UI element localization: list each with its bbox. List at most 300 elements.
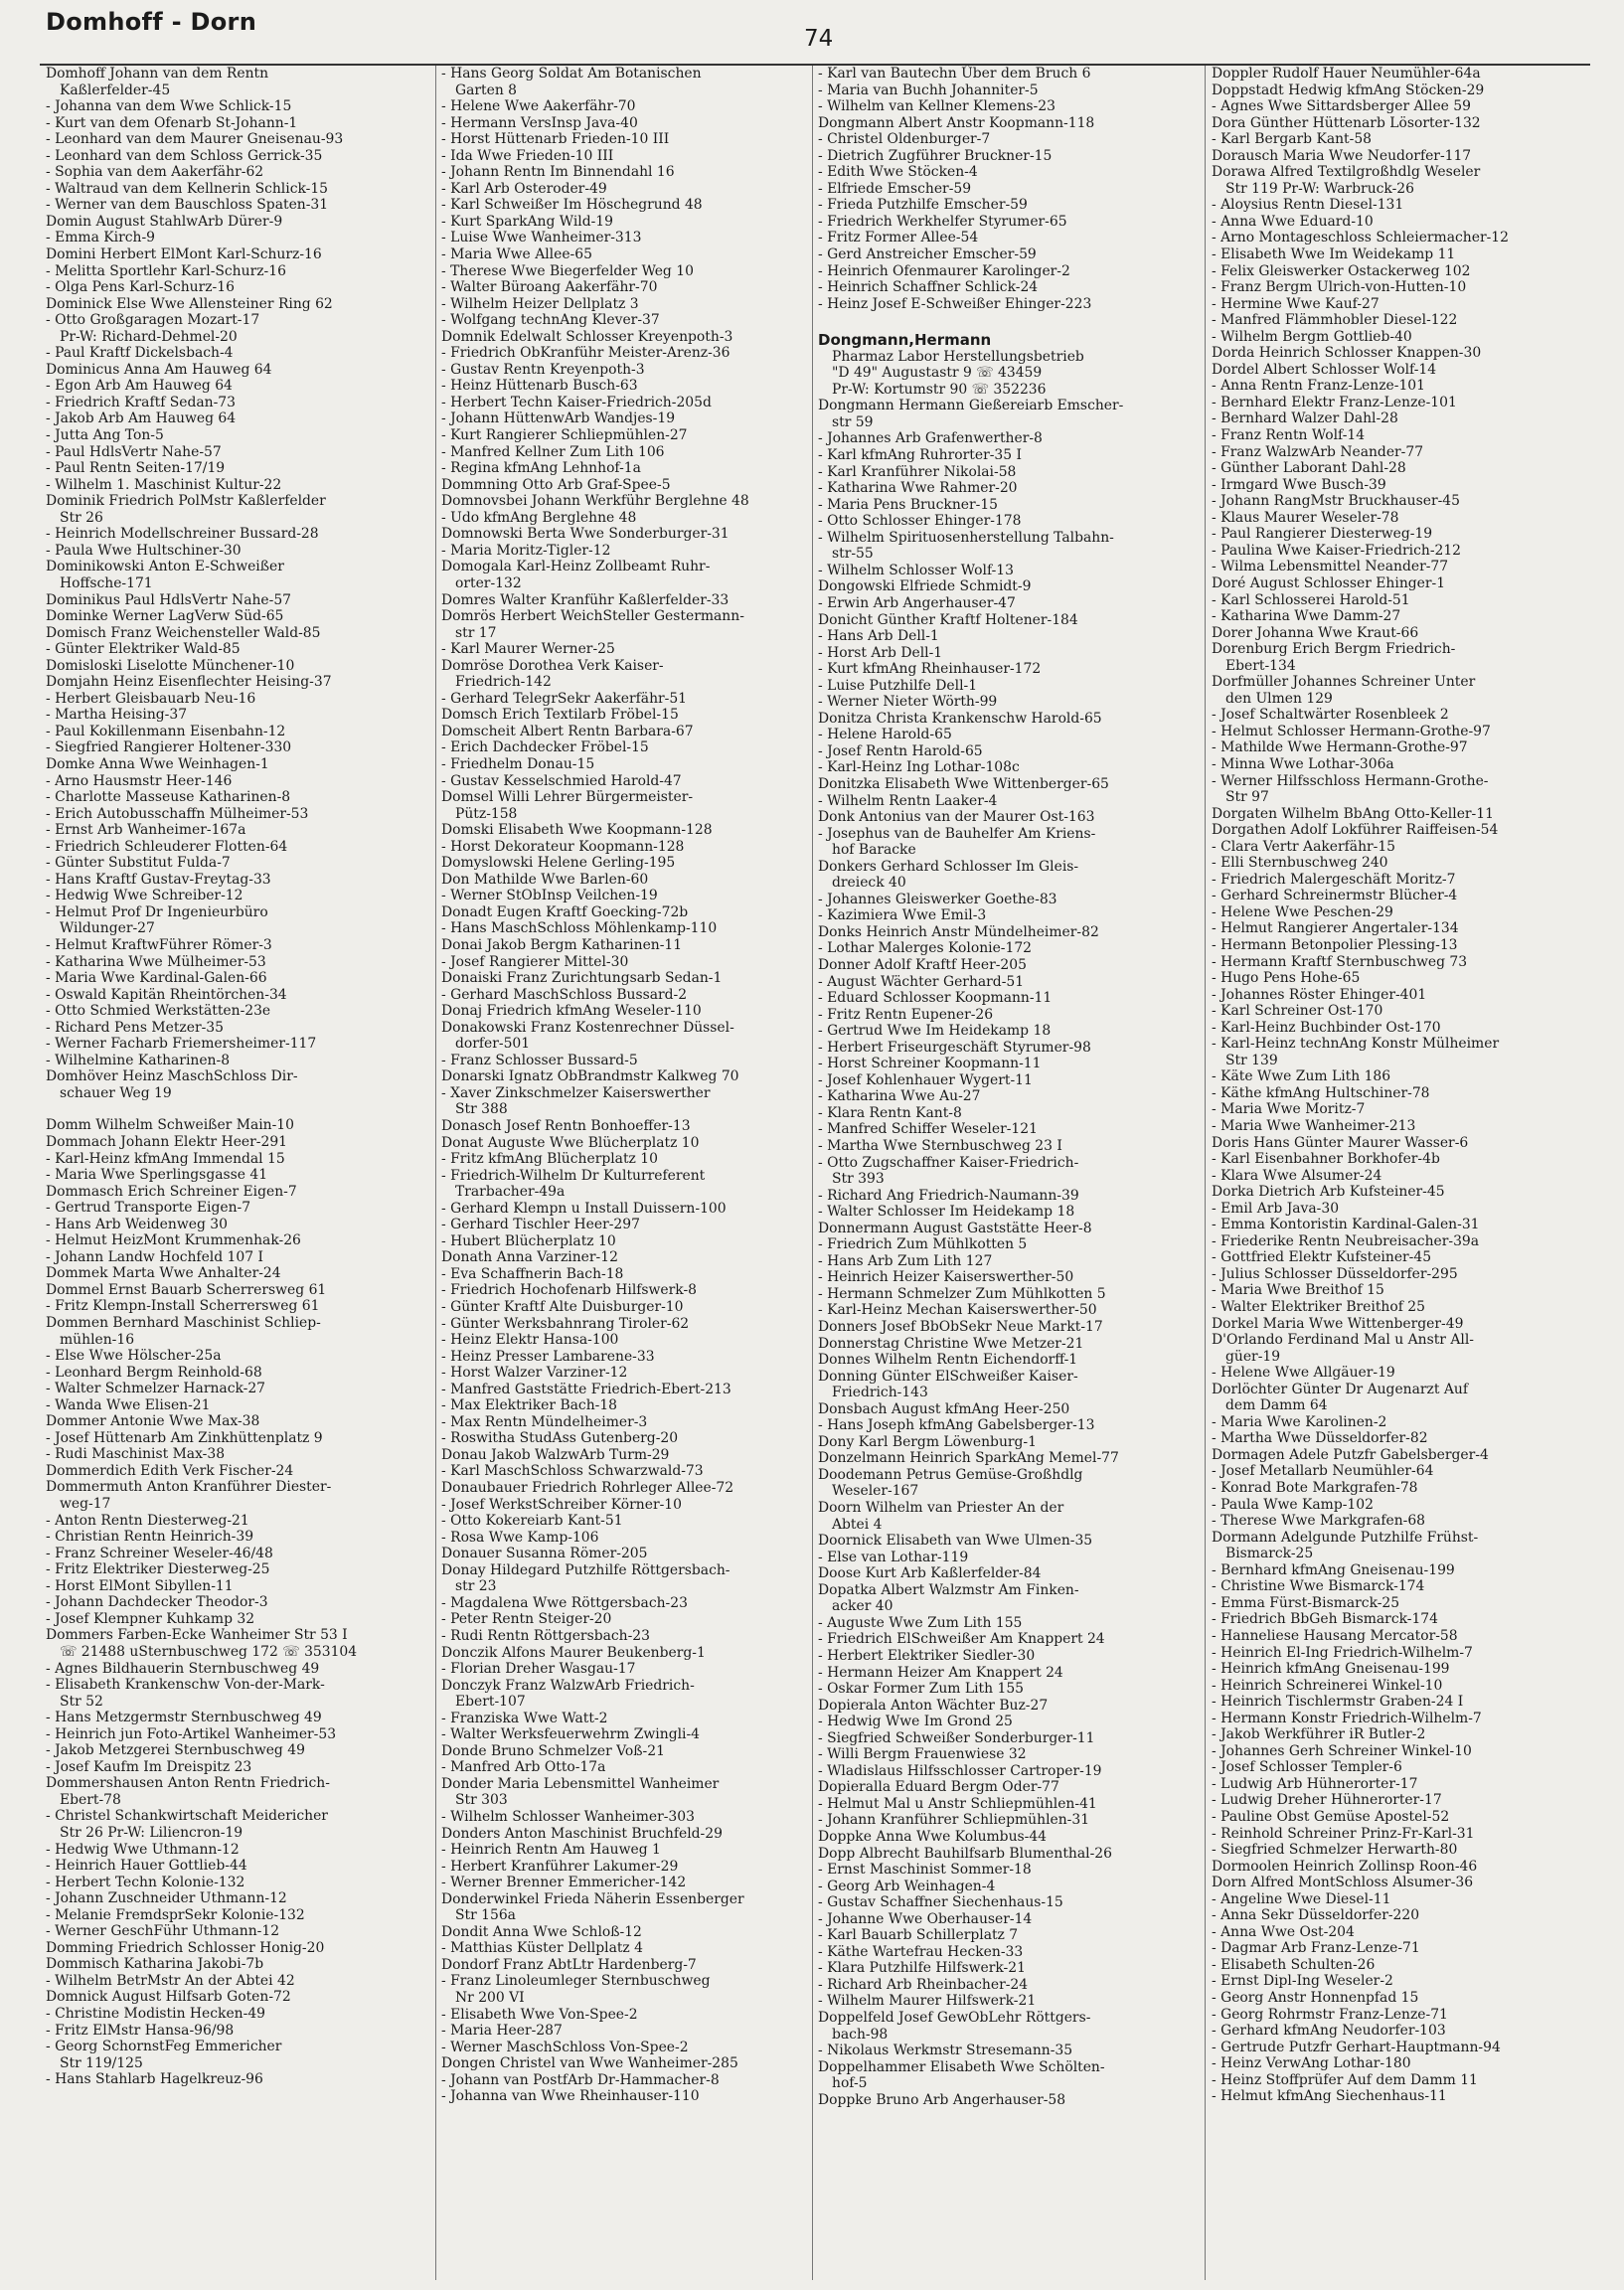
entry-continuation: Wildunger-27 <box>60 920 155 937</box>
entry-continuation: Friedrich-142 <box>455 674 552 691</box>
directory-entry: - Karl kfmAng Ruhrorter-35 I <box>818 447 1022 464</box>
directory-entry: Dommermuth Anton Kranführer Diester- <box>46 1479 332 1496</box>
directory-entry: - Gerhard TelegrSekr Aakerfähr-51 <box>441 690 688 707</box>
directory-entry: - Emma Fürst-Bismarck-25 <box>1212 1594 1400 1611</box>
directory-entry: - Karl Arb Osteroder-49 <box>441 180 607 197</box>
directory-entry: Donau Jakob WalzwArb Turm-29 <box>441 1446 670 1463</box>
directory-entry: - Otto Kokereiarb Kant-51 <box>441 1513 623 1530</box>
directory-entry: - Karl-Heinz technAng Konstr Mülheimer <box>1212 1036 1500 1053</box>
running-header: Domhoff - Dorn <box>46 8 257 36</box>
directory-entry: - Herbert Techn Kolonie-132 <box>46 1874 245 1890</box>
directory-entry: - Klara Wwe Alsumer-24 <box>1212 1167 1382 1184</box>
entry-continuation: Pütz-158 <box>455 805 518 822</box>
directory-entry: Doornick Elisabeth van Wwe Ulmen-35 <box>818 1533 1093 1550</box>
directory-entry: - Karl Maurer Werner-25 <box>441 641 615 658</box>
directory-entry: Dominicus Anna Am Hauweg 64 <box>46 361 272 378</box>
directory-entry: - Hans MaschSchloss Möhlenkamp-110 <box>441 920 718 937</box>
directory-entry: Dora Günther Hüttenarb Lösorter-132 <box>1212 114 1481 131</box>
directory-entry: Dorfmüller Johannes Schreiner Unter <box>1212 674 1476 691</box>
directory-entry: - Hermann VersInsp Java-40 <box>441 114 638 131</box>
directory-entry: - Franziska Wwe Watt-2 <box>441 1710 608 1726</box>
directory-entry: - Anna Wwe Eduard-10 <box>1212 213 1374 230</box>
directory-entry: - Horst Arb Dell-1 <box>818 644 943 661</box>
directory-entry: - Friedrich BbGeh Bismarck-174 <box>1212 1611 1438 1628</box>
directory-entry: - Gerhard Klempn u Install Duissern-100 <box>441 1200 727 1217</box>
directory-entry: - Helmut KraftwFührer Römer-3 <box>46 936 272 953</box>
directory-entry: - Anna Wwe Ost-204 <box>1212 1923 1355 1940</box>
directory-entry: - Heinrich Ofenmaurer Karolinger-2 <box>818 262 1070 279</box>
directory-entry: - Hanneliese Hausang Mercator-58 <box>1212 1627 1458 1644</box>
directory-entry: - Paul Kokillenmann Eisenbahn-12 <box>46 723 286 739</box>
directory-entry: Donaiski Franz Zurichtungsarb Sedan-1 <box>441 970 723 987</box>
directory-entry: - Max Elektriker Bach-18 <box>441 1397 618 1414</box>
directory-entry: - Werner StObInsp Veilchen-19 <box>441 888 658 904</box>
directory-entry: Donat Auguste Wwe Blücherplatz 10 <box>441 1134 700 1151</box>
entry-continuation: Str 303 <box>455 1792 508 1809</box>
directory-entry: - Erwin Arb Angerhauser-47 <box>818 594 1016 611</box>
bold-heading-entry: Dongmann,Hermann <box>818 331 992 350</box>
directory-entry: - Wanda Wwe Elisen-21 <box>46 1396 211 1413</box>
directory-entry: - Manfred Gaststätte Friedrich-Ebert-213 <box>441 1381 731 1397</box>
directory-entry: - Johanna van Wwe Rheinhauser-110 <box>441 2088 700 2105</box>
directory-entry: - Peter Rentn Steiger-20 <box>441 1611 612 1628</box>
directory-entry: Donarski Ignatz ObBrandmstr Kalkweg 70 <box>441 1068 739 1085</box>
directory-entry: Domsch Erich Textilarb Fröbel-15 <box>441 707 679 724</box>
directory-entry: - Wilhelm Schlosser Wolf-13 <box>818 562 1014 578</box>
directory-entry: Domröse Dorothea Verk Kaiser- <box>441 657 664 674</box>
directory-entry: - Georg SchornstFeg Emmericher <box>46 2039 282 2055</box>
directory-entry: - Fritz Former Allee-54 <box>818 230 979 246</box>
directory-entry: - Friedrich ObKranführ Meister-Arenz-36 <box>441 345 731 362</box>
directory-entry: - Wilhelm van Kellner Klemens-23 <box>818 98 1056 115</box>
directory-entry: - Horst Hüttenarb Frieden-10 III <box>441 131 670 148</box>
directory-entry: - Johanna van dem Wwe Schlick-15 <box>46 98 292 115</box>
directory-entry: - Olga Pens Karl-Schurz-16 <box>46 279 235 296</box>
directory-entry: - Karl Bauarb Schillerplatz 7 <box>818 1927 1019 1944</box>
directory-entry: - Manfred Arb Otto-17a <box>441 1759 606 1776</box>
directory-entry: - Roswitha StudAss Gutenberg-20 <box>441 1430 679 1447</box>
directory-entry: - Heinz Elektr Hansa-100 <box>441 1332 619 1349</box>
directory-entry: - Waltraud van dem Kellnerin Schlick-15 <box>46 180 329 197</box>
entry-continuation: orter-132 <box>455 574 522 591</box>
directory-entry: - Otto Großgaragen Mozart-17 <box>46 312 260 329</box>
directory-entry: - Jakob Arb Am Hauweg 64 <box>46 410 237 427</box>
directory-entry: - Siegfried Schweißer Sonderburger-11 <box>818 1729 1095 1746</box>
directory-entry: - Edith Wwe Stöcken-4 <box>818 164 978 181</box>
directory-entry: - Johann Zuschneider Uthmann-12 <box>46 1890 287 1907</box>
directory-entry: - Wilhelm Maurer Hilfswerk-21 <box>818 1993 1037 2010</box>
directory-entry: - Kurt Rangierer Schliepmühlen-27 <box>441 427 688 444</box>
directory-entry: - Ernst Arb Wanheimer-167a <box>46 822 246 839</box>
directory-entry: - Wilhelmine Katharinen-8 <box>46 1052 231 1068</box>
directory-entry: - Hans Joseph kfmAng Gabelsberger-13 <box>818 1417 1095 1434</box>
directory-entry: Dorka Dietrich Arb Kufsteiner-45 <box>1212 1184 1445 1201</box>
directory-entry: - Hermann Schmelzer Zum Mühlkotten 5 <box>818 1285 1106 1302</box>
directory-entry: Donitza Christa Krankenschw Harold-65 <box>818 710 1102 727</box>
directory-entry: - Agnes Wwe Sittardsberger Allee 59 <box>1212 98 1471 115</box>
directory-entry: Domnowski Berta Wwe Sonderburger-31 <box>441 526 730 543</box>
directory-entry: - Günter Kraftf Alte Duisburger-10 <box>441 1299 684 1316</box>
directory-entry: Dommerdich Edith Verk Fischer-24 <box>46 1462 294 1479</box>
directory-entry: - Friedhelm Donau-15 <box>441 755 595 772</box>
directory-entry: - Josef Schlosser Templer-6 <box>1212 1759 1402 1776</box>
entry-continuation: Abtei 4 <box>832 1516 883 1533</box>
directory-entry: - Klara Putzhilfe Hilfswerk-21 <box>818 1960 1026 1977</box>
directory-entry: - Anna Rentn Franz-Lenze-101 <box>1212 378 1425 395</box>
directory-entry: Dommek Marta Wwe Anhalter-24 <box>46 1265 281 1282</box>
directory-entry: - Franz Bergm Ulrich-von-Hutten-10 <box>1212 279 1467 296</box>
directory-entry: - Karl Schlosserei Harold-51 <box>1212 591 1410 608</box>
directory-entry: - Gerhard kfmAng Neudorfer-103 <box>1212 2023 1446 2040</box>
directory-entry: Donakowski Franz Kostenrechner Düssel- <box>441 1019 734 1036</box>
directory-entry: - Heinrich Schaffner Schlick-24 <box>818 279 1039 296</box>
directory-entry: - Johann van PostfArb Dr-Hammacher-8 <box>441 2071 720 2088</box>
directory-entry: Dommel Ernst Bauarb Scherrersweg 61 <box>46 1281 327 1298</box>
directory-entry: Doris Hans Günter Maurer Wasser-6 <box>1212 1134 1469 1151</box>
directory-entry: - Magdalena Wwe Röttgersbach-23 <box>441 1594 688 1611</box>
directory-entry: - Paulina Wwe Kaiser-Friedrich-212 <box>1212 542 1462 559</box>
directory-entry: - Herbert Kranführer Lakumer-29 <box>441 1858 679 1875</box>
directory-entry: Dormann Adelgunde Putzhilfe Frühst- <box>1212 1529 1479 1546</box>
directory-entry: - Maria Heer-287 <box>441 2023 563 2040</box>
directory-entry: Dondorf Franz AbtLtr Hardenberg-7 <box>441 1956 697 1973</box>
directory-entry: - Pauline Obst Gemüse Apostel-52 <box>1212 1808 1450 1825</box>
entry-continuation: Str 119/125 <box>60 2054 143 2071</box>
directory-entry: - Paula Wwe Hultschiner-30 <box>46 542 242 559</box>
directory-entry: - Werner Nieter Wörth-99 <box>818 694 998 711</box>
directory-entry: Donner Adolf Kraftf Heer-205 <box>818 956 1027 973</box>
directory-entry: - Friedrich Hochofenarb Hilfswerk-8 <box>441 1282 697 1299</box>
directory-entry: - Helmut Schlosser Hermann-Grothe-97 <box>1212 723 1491 739</box>
directory-entry: - Wilhelm Bergm Gottlieb-40 <box>1212 328 1412 345</box>
directory-entry: - Christel Oldenburger-7 <box>818 131 991 148</box>
directory-entry: - Luise Wwe Wanheimer-313 <box>441 230 642 246</box>
directory-entry: Dommach Johann Elektr Heer-291 <box>46 1134 287 1150</box>
directory-entry: - Karl-Heinz Buchbinder Ost-170 <box>1212 1019 1441 1036</box>
entry-continuation: str-55 <box>832 546 874 563</box>
directory-entry: - Ludwig Arb Hühnerorter-17 <box>1212 1775 1418 1792</box>
entry-continuation: Nr 200 VI <box>455 1989 525 2006</box>
directory-entry: - Werner van dem Bauschloss Spaten-31 <box>46 197 329 214</box>
directory-entry: Doppelhammer Elisabeth Wwe Schölten- <box>818 2058 1105 2075</box>
directory-entry: Dommisch Katharina Jakobi-7b <box>46 1956 264 1973</box>
directory-entry: Dorawa Alfred Textilgroßhdlg Weseler <box>1212 164 1481 181</box>
directory-entry: - Hans Kraftf Gustav-Freytag-33 <box>46 871 271 888</box>
directory-entry: - Gertrud Transporte Eigen-7 <box>46 1200 251 1217</box>
directory-entry: Domogala Karl-Heinz Zollbeamt Ruhr- <box>441 559 711 575</box>
directory-entry: - Gerhard Schreinermstr Blücher-4 <box>1212 888 1458 904</box>
entry-continuation: str 59 <box>832 413 874 430</box>
directory-entry: - Herbert Friseurgeschäft Styrumer-98 <box>818 1039 1091 1056</box>
directory-entry: - Horst Walzer Varziner-12 <box>441 1365 628 1382</box>
directory-entry: Dommning Otto Arb Graf-Spee-5 <box>441 476 671 493</box>
directory-entry: - Werner Hilfsschloss Hermann-Grothe- <box>1212 772 1489 789</box>
directory-entry: - Gottfried Elektr Kufsteiner-45 <box>1212 1249 1432 1266</box>
directory-entry: - Karl Eisenbahner Borkhofer-4b <box>1212 1151 1440 1168</box>
directory-entry: - Johann HüttenwArb Wandjes-19 <box>441 410 676 427</box>
directory-entry: - Frieda Putzhilfe Emscher-59 <box>818 197 1028 214</box>
directory-entry: - Maria Wwe Allee-65 <box>441 246 592 263</box>
entry-continuation: Trarbacher-49a <box>455 1184 566 1201</box>
directory-entry: - August Wächter Gerhard-51 <box>818 973 1025 990</box>
directory-entry: - Hans Georg Soldat Am Botanischen <box>441 66 702 82</box>
directory-entry: - Horst ElMont Sibyllen-11 <box>46 1577 234 1594</box>
entry-gap <box>46 1101 428 1117</box>
directory-entry: - Jakob Metzgerei Sternbuschweg 49 <box>46 1742 305 1759</box>
directory-entry: Donnes Wilhelm Rentn Eichendorff-1 <box>818 1352 1078 1369</box>
directory-entry: - Heinrich Rentn Am Hauweg 1 <box>441 1842 661 1859</box>
directory-entry: - Günter Elektriker Wald-85 <box>46 641 241 658</box>
directory-entry: - Katharina Wwe Au-27 <box>818 1088 981 1105</box>
entry-continuation: Str 26 Pr-W: Liliencron-19 <box>60 1824 244 1841</box>
directory-entry: - Bernhard kfmAng Gneisenau-199 <box>1212 1561 1455 1578</box>
directory-entry: - Eduard Schlosser Koopmann-11 <box>818 990 1053 1007</box>
entry-continuation: Friedrich-143 <box>832 1385 928 1401</box>
directory-entry: - Josef Kaufm Im Dreispitz 23 <box>46 1758 252 1775</box>
directory-entry: - Josef Klempner Kuhkamp 32 <box>46 1610 255 1627</box>
directory-entry: Dominikus Paul HdlsVertr Nahe-57 <box>46 591 292 608</box>
directory-entry: - Karl MaschSchloss Schwarzwald-73 <box>441 1463 704 1480</box>
directory-entry: - Ernst Maschinist Sommer-18 <box>818 1862 1032 1879</box>
entry-continuation: Weseler-167 <box>832 1483 919 1500</box>
entry-continuation: Hoffsche-171 <box>60 574 153 591</box>
directory-entry: - Maria Wwe Kardinal-Galen-66 <box>46 970 267 987</box>
directory-entry: Donder Maria Lebensmittel Wanheimer <box>441 1775 720 1792</box>
directory-entry: - Hans Stahlarb Hagelkreuz-96 <box>46 2071 263 2088</box>
directory-entry: - Mathilde Wwe Hermann-Grothe-97 <box>1212 739 1468 756</box>
directory-entry: - Christine Modistin Hecken-49 <box>46 2005 266 2022</box>
directory-entry: - Josef Rentn Harold-65 <box>818 742 983 759</box>
directory-entry: Domnick August Hilfsarb Goten-72 <box>46 1989 291 2006</box>
directory-entry: - Nikolaus Werkmstr Stresemann-35 <box>818 2043 1073 2059</box>
directory-entry: - Josef Kohlenhauer Wygert-11 <box>818 1071 1033 1088</box>
entry-gap <box>818 312 1201 328</box>
directory-entry: - Elli Sternbuschweg 240 <box>1212 855 1388 872</box>
directory-entry: Dorenburg Erich Bergm Friedrich- <box>1212 641 1456 658</box>
directory-entry: - Karl-Heinz kfmAng Immendal 15 <box>46 1150 285 1167</box>
directory-entry: - Johannes Gerh Schreiner Winkel-10 <box>1212 1742 1472 1759</box>
directory-entry: - Johann Dachdecker Theodor-3 <box>46 1594 268 1611</box>
directory-entry: - Manfred Flämmhobler Diesel-122 <box>1212 312 1458 329</box>
directory-entry: Don Mathilde Wwe Barlen-60 <box>441 871 649 888</box>
directory-entry: - Josephus van de Bauhelfer Am Kriens- <box>818 825 1096 842</box>
directory-entry: Dorda Heinrich Schlosser Knappen-30 <box>1212 345 1482 362</box>
directory-entry: Dorgaten Wilhelm BbAng Otto-Keller-11 <box>1212 805 1494 822</box>
directory-entry: - Hedwig Wwe Schreiber-12 <box>46 888 244 904</box>
directory-entry: Dorgathen Adolf Lokführer Raiffeisen-54 <box>1212 822 1499 839</box>
directory-entry: - Hans Arb Zum Lith 127 <box>818 1252 993 1269</box>
directory-entry: - Konrad Bote Markgrafen-78 <box>1212 1480 1418 1497</box>
directory-entry: Dopp Albrecht Bauhilfsarb Blumenthal-26 <box>818 1845 1112 1862</box>
directory-entry: Donasch Josef Rentn Bonhoeffer-13 <box>441 1118 691 1134</box>
directory-entry: - Gerhard MaschSchloss Bussard-2 <box>441 986 688 1003</box>
directory-entry: - Johannes Gleiswerker Goethe-83 <box>818 891 1057 907</box>
directory-column-4 <box>1212 66 1594 2282</box>
directory-entry: - Wolfgang technAng Klever-37 <box>441 312 660 329</box>
entry-continuation: Str 388 <box>455 1101 508 1118</box>
directory-entry: Doodemann Petrus Gemüse-Großhdlg <box>818 1466 1083 1483</box>
directory-entry: - Walter Schlosser Im Heidekamp 18 <box>818 1204 1075 1221</box>
directory-entry: - Maria Wwe Breithof 15 <box>1212 1282 1384 1299</box>
directory-entry: - Josef Metallarb Neumühler-64 <box>1212 1463 1434 1480</box>
directory-entry: - Johann Landw Hochfeld 107 I <box>46 1248 263 1265</box>
directory-entry: - Christine Wwe Bismarck-174 <box>1212 1578 1425 1595</box>
directory-entry: - Karl van Bautechn Über dem Bruch 6 <box>818 66 1091 82</box>
directory-entry: - Horst Schreiner Koopmann-11 <box>818 1056 1042 1072</box>
directory-entry: - Hedwig Wwe Im Grond 25 <box>818 1714 1013 1730</box>
directory-entry: - Dagmar Arb Franz-Lenze-71 <box>1212 1940 1420 1957</box>
directory-entry: Dopieralla Eduard Bergm Oder-77 <box>818 1779 1059 1796</box>
entry-continuation: Bismarck-25 <box>1225 1546 1314 1562</box>
directory-entry: - Herbert Elektriker Siedler-30 <box>818 1647 1036 1664</box>
directory-entry: - Helmut kfmAng Siechenhaus-11 <box>1212 2088 1447 2105</box>
directory-entry: - Horst Dekorateur Koopmann-128 <box>441 838 685 855</box>
directory-entry: - Willi Bergm Frauenwiese 32 <box>818 1746 1027 1763</box>
directory-entry: Dongmann Albert Anstr Koopmann-118 <box>818 114 1095 131</box>
entry-continuation: str 17 <box>455 624 497 641</box>
directory-entry: - Karl-Heinz Ing Lothar-108c <box>818 759 1020 776</box>
directory-entry: - Maria Wwe Wanheimer-213 <box>1212 1118 1416 1134</box>
directory-entry: Dondit Anna Wwe Schloß-12 <box>441 1923 642 1940</box>
directory-entry: Donay Hildegard Putzhilfe Röttgersbach- <box>441 1561 731 1578</box>
directory-entry: - Heinz Presser Lambarene-33 <box>441 1348 655 1365</box>
directory-entry: - Heinrich Heizer Kaiserswerther-50 <box>818 1269 1074 1286</box>
directory-entry: Dominik Friedrich PolMstr Kaßlerfelder <box>46 493 326 510</box>
column-divider <box>435 66 436 2280</box>
directory-entry: Dony Karl Bergm Löwenburg-1 <box>818 1433 1037 1450</box>
directory-entry: - Hermann Konstr Friedrich-Wilhelm-7 <box>1212 1710 1482 1726</box>
directory-entry: Domin August StahlwArb Dürer-9 <box>46 213 283 230</box>
directory-entry: - Udo kfmAng Berglehne 48 <box>441 509 637 526</box>
directory-entry: Dormoolen Heinrich Zollinsp Roon-46 <box>1212 1858 1478 1875</box>
directory-entry: - Leonhard van dem Maurer Gneisenau-93 <box>46 131 344 148</box>
directory-entry: - Walter Werksfeuerwehrm Zwingli-4 <box>441 1726 701 1743</box>
entry-continuation: dreieck 40 <box>832 875 906 892</box>
directory-entry: - Irmgard Wwe Busch-39 <box>1212 476 1386 493</box>
directory-entry: - Emma Kirch-9 <box>46 230 156 246</box>
entry-continuation: acker 40 <box>832 1598 893 1615</box>
directory-entry: - Herbert Gleisbauarb Neu-16 <box>46 690 256 707</box>
directory-entry: - Franz Linoleumleger Sternbuschweg <box>441 1973 711 1990</box>
directory-entry: - Käthe Wartefrau Hecken-33 <box>818 1943 1024 1960</box>
directory-entry: - Heinz Stoffprüfer Auf dem Damm 11 <box>1212 2071 1478 2088</box>
directory-entry: - Oskar Former Zum Lith 155 <box>818 1681 1025 1698</box>
entry-continuation: Ebert-78 <box>60 1791 121 1808</box>
directory-entry: Dominikowski Anton E-Schweißer <box>46 559 284 575</box>
directory-entry: - Heinz Josef E-Schweißer Ehinger-223 <box>818 295 1092 312</box>
directory-entry: - Christel Schankwirtschaft Meidericher <box>46 1808 328 1825</box>
directory-entry: Domres Walter Kranführ Kaßlerfelder-33 <box>441 591 730 608</box>
directory-entry: - Anton Rentn Diesterweg-21 <box>46 1512 249 1529</box>
directory-entry: - Josef WerkstSchreiber Körner-10 <box>441 1496 682 1513</box>
directory-entry: - Heinrich Schreinerei Winkel-10 <box>1212 1677 1443 1694</box>
directory-entry: - Günter Substitut Fulda-7 <box>46 855 231 872</box>
directory-entry: - Kurt kfmAng Rheinhauser-172 <box>818 661 1042 678</box>
directory-entry: - Agnes Bildhauerin Sternbuschweg 49 <box>46 1660 320 1677</box>
entry-continuation: Str 26 <box>60 509 103 526</box>
directory-entry: - Siegfried Schmelzer Herwarth-80 <box>1212 1842 1458 1859</box>
directory-entry: - Kurt SparkAng Wild-19 <box>441 213 613 230</box>
directory-entry: - Auguste Wwe Zum Lith 155 <box>818 1614 1023 1631</box>
directory-entry: - Gustav Rentn Kreyenpoth-3 <box>441 361 645 378</box>
directory-entry: Domscheit Albert Rentn Barbara-67 <box>441 723 694 739</box>
directory-entry: Domisch Franz Weichensteller Wald-85 <box>46 624 321 641</box>
directory-entry: - Therese Wwe Markgrafen-68 <box>1212 1513 1426 1530</box>
directory-entry: - Paula Wwe Kamp-102 <box>1212 1496 1374 1513</box>
directory-entry: Donderwinkel Frieda Näherin Essenberger <box>441 1890 744 1907</box>
directory-entry: - Karl Schweißer Im Höschegrund 48 <box>441 197 703 214</box>
entry-continuation: Pharmaz Labor Herstellungsbetrieb <box>832 348 1084 365</box>
entry-continuation: güer-19 <box>1225 1348 1281 1365</box>
directory-entry: Donnermann August Gaststätte Heer-8 <box>818 1220 1092 1236</box>
directory-entry: - Fritz Elektriker Diesterweg-25 <box>46 1561 270 1578</box>
directory-entry: Doppke Anna Wwe Kolumbus-44 <box>818 1828 1048 1845</box>
entry-continuation: schauer Weg 19 <box>60 1084 172 1101</box>
directory-entry: - Reinhold Schreiner Prinz-Fr-Karl-31 <box>1212 1825 1475 1842</box>
directory-entry: - Manfred Schiffer Weseler-121 <box>818 1121 1038 1138</box>
directory-entry: - Helene Wwe Aakerfähr-70 <box>441 98 636 115</box>
directory-entry: - Richard Ang Friedrich-Naumann-39 <box>818 1187 1079 1204</box>
directory-entry: - Johannes Röster Ehinger-401 <box>1212 986 1427 1003</box>
directory-entry: - Josef Rangierer Mittel-30 <box>441 953 629 970</box>
directory-entry: - Rosa Wwe Kamp-106 <box>441 1529 599 1546</box>
directory-entry: - Ludwig Dreher Hühnerorter-17 <box>1212 1792 1442 1809</box>
directory-entry: - Kurt van dem Ofenarb St-Johann-1 <box>46 114 298 131</box>
directory-entry: - Wilhelm Rentn Laaker-4 <box>818 792 998 809</box>
directory-entry: - Wilhelm Spirituosenherstellung Talbahn- <box>818 529 1114 546</box>
directory-entry: D'Orlando Ferdinand Mal u Anstr All- <box>1212 1332 1474 1349</box>
directory-entry: - Heinz Hüttenarb Busch-63 <box>441 378 638 395</box>
directory-entry: - Friedrich ElSchweißer Am Knappert 24 <box>818 1631 1105 1648</box>
directory-entry: - Friederike Rentn Neubreisacher-39a <box>1212 1232 1480 1249</box>
directory-entry: Domrös Herbert WeichSteller Gestermann- <box>441 608 744 625</box>
directory-entry: - Helene Wwe Peschen-29 <box>1212 903 1393 920</box>
directory-entry: Donsbach August kfmAng Heer-250 <box>818 1400 1070 1417</box>
directory-entry: Domm Wilhelm Schweißer Main-10 <box>46 1117 294 1134</box>
directory-entry: Domnik Edelwalt Schlosser Kreyenpoth-3 <box>441 328 733 345</box>
directory-entry: Dorlöchter Günter Dr Augenarzt Auf <box>1212 1381 1468 1397</box>
directory-entry: Donath Anna Varziner-12 <box>441 1249 618 1266</box>
directory-entry: Donczik Alfons Maurer Beukenberg-1 <box>441 1644 706 1661</box>
directory-entry: - Georg Arb Weinhagen-4 <box>818 1878 996 1894</box>
directory-entry: - Wilhelm Schlosser Wanheimer-303 <box>441 1808 695 1825</box>
directory-entry: Domini Herbert ElMont Karl-Schurz-16 <box>46 246 322 263</box>
entry-continuation: dem Damm 64 <box>1225 1397 1328 1414</box>
directory-entry: - Friedrich Schleuderer Flotten-64 <box>46 838 288 855</box>
directory-entry: - Gerd Anstreicher Emscher-59 <box>818 246 1037 263</box>
directory-entry: - Aloysius Rentn Diesel-131 <box>1212 197 1404 214</box>
directory-entry: - Franz Schreiner Weseler-46/48 <box>46 1545 273 1561</box>
directory-entry: Dominke Werner LagVerw Süd-65 <box>46 608 284 625</box>
directory-entry: - Erich Dachdecker Fröbel-15 <box>441 739 649 756</box>
entry-continuation: Pr-W: Richard-Dehmel-20 <box>60 328 238 345</box>
entry-continuation: Str 52 <box>60 1693 103 1710</box>
directory-entry: - Franz Schlosser Bussard-5 <box>441 1052 638 1068</box>
directory-entry: Donders Anton Maschinist Bruchfeld-29 <box>441 1825 723 1842</box>
entry-continuation: ☏ 21488 uSternbuschweg 172 ☏ 353104 <box>60 1643 358 1660</box>
entry-continuation: Str 119 Pr-W: Warbruck-26 <box>1225 180 1414 197</box>
directory-entry: Donzelmann Heinrich SparkAng Memel-77 <box>818 1450 1119 1467</box>
directory-entry: - Ida Wwe Frieden-10 III <box>441 147 614 164</box>
directory-entry: - Heinrich Tischlermstr Graben-24 I <box>1212 1694 1464 1711</box>
directory-entry: - Heinz VerwAng Lothar-180 <box>1212 2055 1411 2072</box>
directory-entry: - Herbert Techn Kaiser-Friedrich-205d <box>441 394 712 410</box>
directory-entry: - Klaus Maurer Weseler-78 <box>1212 509 1399 526</box>
directory-entry: - Paul Rangierer Diesterweg-19 <box>1212 526 1433 543</box>
directory-entry: - Johannes Arb Grafenwerther-8 <box>818 430 1043 447</box>
entry-continuation: "D 49" Augustastr 9 ☏ 43459 <box>832 365 1043 382</box>
directory-entry: - Arno Montageschloss Schleiermacher-12 <box>1212 230 1509 246</box>
